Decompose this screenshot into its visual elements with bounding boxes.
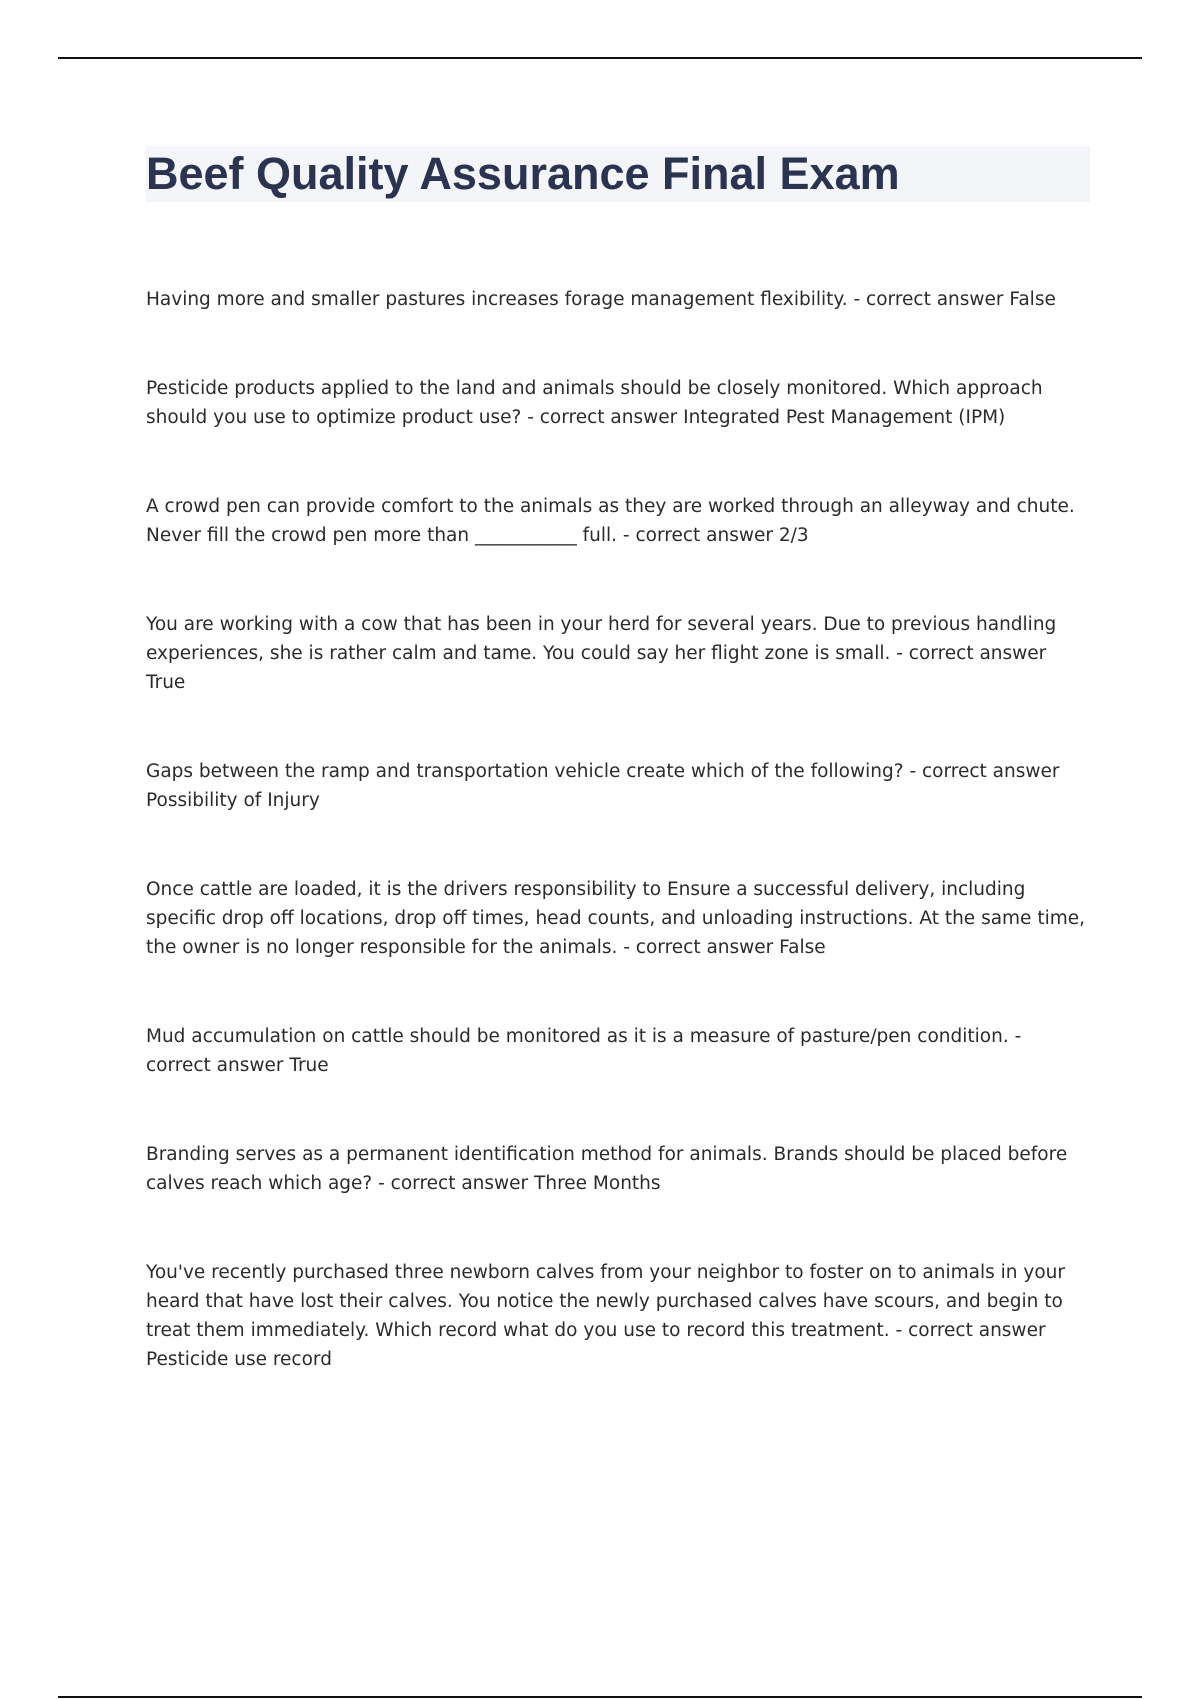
answer-text: Three Months xyxy=(534,1173,661,1194)
question-item xyxy=(146,1258,1090,1374)
question-item xyxy=(146,1022,1090,1080)
answer-separator: - correct answer xyxy=(617,525,779,546)
question-text: Once cattle are loaded, it is the drivers responsibility to Ensure a successful delivery, including specific drop off locations, drop off times, head counts, and unloading instructions. At the same time, the owner is no longer responsible for the animals. xyxy=(146,879,1086,958)
answer-separator: - correct answer xyxy=(521,407,684,428)
page-title: Beef Quality Assurance Final Exam xyxy=(146,148,900,199)
answer-text: Integrated Pest Management (IPM) xyxy=(683,407,1006,428)
top-rule xyxy=(58,57,1142,59)
answer-separator: - correct answer xyxy=(146,1026,1022,1076)
bottom-rule xyxy=(58,1696,1142,1698)
question-list xyxy=(146,285,1090,1434)
answer-text: True xyxy=(146,672,186,693)
answer-text: Pesticide use record xyxy=(146,1349,332,1370)
question-text: Having more and smaller pastures increases forage management flexibility. xyxy=(146,289,848,310)
answer-text: 2/3 xyxy=(778,525,809,546)
answer-text: False xyxy=(1009,289,1056,310)
question-text: You are working with a cow that has been in your herd for several years. Due to previous handling experiences, she is rather calm and tame. You could say her flight zone is small. xyxy=(146,614,1057,664)
answer-text: False xyxy=(779,937,826,958)
answer-text: True xyxy=(289,1055,329,1076)
answer-separator: - correct answer xyxy=(372,1173,535,1194)
answer-separator: - correct answer xyxy=(847,289,1010,310)
answer-separator: - correct answer xyxy=(889,1320,1046,1341)
question-text: You've recently purchased three newborn calves from your neighbor to foster on to animals in your heard that have lost their calves. You notice the newly purchased calves have scours, and begin to treat them immediately. Which record what do you use to record this treatment. xyxy=(146,1262,1065,1341)
question-item xyxy=(146,1140,1090,1198)
question-item xyxy=(146,875,1090,962)
answer-separator: - correct answer xyxy=(617,937,780,958)
answer-separator: - correct answer xyxy=(890,643,1047,664)
question-text: Mud accumulation on cattle should be monitored as it is a measure of pasture/pen condition. xyxy=(146,1026,1009,1047)
question-item xyxy=(146,285,1090,314)
question-text: Pesticide products applied to the land and animals should be closely monitored. Which approach should you use to optimize product use? xyxy=(146,378,1043,428)
question-text: Branding serves as a permanent identification method for animals. Brands should be placed before calves reach which age? xyxy=(146,1144,1068,1194)
question-item xyxy=(146,757,1090,815)
answer-text: Possibility of Injury xyxy=(146,790,320,811)
question-item xyxy=(146,610,1090,697)
question-text: A crowd pen can provide comfort to the animals as they are worked through an alleyway and chute. Never fill the crowd pen more than ___________ full. xyxy=(146,496,1075,546)
question-text: Gaps between the ramp and transportation vehicle create which of the following? xyxy=(146,761,904,782)
answer-separator: - correct answer xyxy=(903,761,1060,782)
question-item xyxy=(146,492,1090,550)
title-banner xyxy=(146,146,1090,202)
question-item xyxy=(146,374,1090,432)
